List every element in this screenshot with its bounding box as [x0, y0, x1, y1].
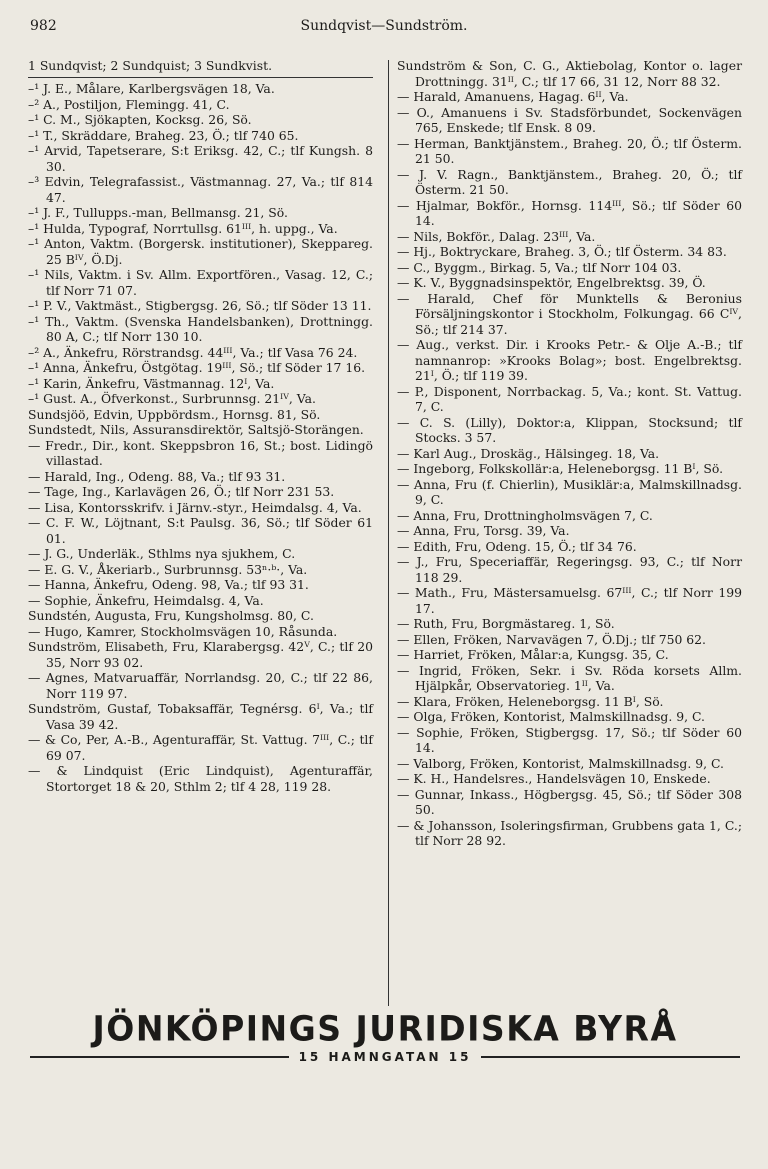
directory-entry: — Hugo, Kamrer, Stockholmsvägen 10, Råsunda.: [28, 623, 338, 639]
directory-entry: –¹ Arvid, Tapetserare, S:t Eriksg. 42, C.; tlf Kungsh. 8 30.: [28, 143, 373, 174]
directory-entry: –³ Edvin, Telegrafassist., Västmannag. 27, Va.; tlf 814 47.: [28, 174, 373, 205]
directory-entry: — Hanna, Änkefru, Odeng. 98, Va.; tlf 93 31.: [28, 577, 309, 592]
directory-entry: — Nils, Bokför., Dalag. 23ᴵᴵᴵ, Va.: [397, 228, 596, 244]
column-divider: [388, 60, 389, 1006]
directory-entry: — Tage, Ing., Karlavägen 26, Ö.; tlf Norr 231 53.: [28, 484, 335, 499]
directory-entry: — K. H., Handelsres., Handelsvägen 10, Enskede.: [397, 771, 711, 786]
directory-entry: — Harriet, Fröken, Målar:a, Kungsg. 35, C.: [397, 647, 669, 662]
directory-entry: — Harald, Amanuens, Hagag. 6ᴵᴵ, Va.: [397, 89, 629, 104]
directory-entry: — Math., Fru, Mästersamuelsg. 67ᴵᴵᴵ, C.; tlf Norr 199 17.: [397, 585, 742, 616]
directory-entry: — Hj., Boktryckare, Braheg. 3, Ö.; tlf Österm. 34 83.: [397, 244, 727, 259]
directory-entry: –¹ Karin, Änkefru, Västmannag. 12ᴵ, Va.: [28, 375, 275, 391]
directory-entry: Sundström, Elisabeth, Fru, Klarabergsg. 42ⱽ, C.; tlf 20 35, Norr 93 02.: [28, 639, 373, 670]
advertisement-address-row: [30, 1050, 740, 1064]
directory-entry: — C. S. (Lilly), Doktor:a, Klippan, Stocksund; tlf Stocks. 3 57.: [397, 414, 742, 445]
directory-entry: –¹ C. M., Sjökapten, Kocksg. 26, Sö.: [28, 112, 252, 127]
directory-entry: –¹ J. F., Tullupps.-man, Bellmansg. 21, Sö.: [28, 205, 288, 220]
directory-entry: — Karl Aug., Droskäg., Hälsingeg. 18, Va.: [397, 445, 660, 461]
right-column: [397, 58, 742, 849]
directory-entry: — Harald, Ing., Odeng. 88, Va.; tlf 93 31.: [28, 468, 286, 484]
directory-entry: — Sophie, Fröken, Stigbergsg. 17, Sö.; tlf Söder 60 14.: [397, 724, 742, 755]
left-column-heading: 1 Sundqvist; 2 Sundquist; 3 Sundkvist.: [28, 58, 373, 78]
directory-entry: –¹ Hulda, Typograf, Norrtullsg. 61ᴵᴵᴵ, h. uppg., Va.: [28, 220, 338, 236]
directory-entry: — Ruth, Fru, Borgmästareg. 1, Sö.: [397, 616, 615, 631]
directory-entry: — Anna, Fru (f. Chierlin), Musiklär:a, Malmskillnadsg. 9, C.: [397, 476, 742, 507]
directory-entry: –¹ J. E., Målare, Karlbergsvägen 18, Va.: [28, 81, 275, 96]
directory-entry: — C. F. W., Löjtnant, S:t Paulsg. 36, Sö.; tlf Söder 61 01.: [28, 515, 373, 546]
advertisement-title: JÖNKÖPINGS JURIDISKA BYRÅ: [92, 1008, 678, 1049]
directory-entry: –¹ Anton, Vaktm. (Borgersk. institutioner), Skeppareg. 25 Bᴵⱽ, Ö.Dj.: [28, 236, 373, 267]
left-column: [28, 58, 373, 794]
directory-entry: — & Johansson, Isoleringsfirman, Grubbens gata 1, C.; tlf Norr 28 92.: [397, 817, 742, 848]
directory-entry: — Olga, Fröken, Kontorist, Malmskillnadsg. 9, C.: [397, 709, 705, 724]
directory-entry: — Agnes, Matvaruaffär, Norrlandsg. 20, C.; tlf 22 86, Norr 119 97.: [28, 670, 373, 701]
page-number: 982: [30, 18, 57, 34]
directory-entry: — & Co, Per, A.-B., Agenturaffär, St. Vattug. 7ᴵᴵᴵ, C.; tlf 69 07.: [28, 732, 373, 763]
directory-entry: — Hjalmar, Bokför., Hornsg. 114ᴵᴵᴵ, Sö.; tlf Söder 60 14.: [397, 197, 742, 228]
advertisement: [30, 1010, 740, 1064]
directory-entry: –² A., Änkefru, Rörstrandsg. 44ᴵᴵᴵ, Va.; tlf Vasa 76 24.: [28, 344, 358, 360]
advertisement-rule-left: [30, 1056, 289, 1058]
directory-entry: — Anna, Fru, Torsg. 39, Va.: [397, 523, 570, 538]
directory-entry: –¹ T., Skräddare, Braheg. 23, Ö.; tlf 740 65.: [28, 127, 299, 143]
page-title: Sundqvist—Sundström.: [300, 18, 468, 34]
directory-entry: Sundström & Son, C. G., Aktiebolag, Kontor o. lager Drottningg. 31ᴵᴵ, C.; tlf 17 66, 31 12, Norr 88 32.: [397, 58, 742, 89]
directory-entry: — J., Fru, Speceriaffär, Regeringsg. 93, C.; tlf Norr 118 29.: [397, 554, 742, 585]
directory-entry: — Valborg, Fröken, Kontorist, Malmskillnadsg. 9, C.: [397, 755, 724, 771]
directory-entry: Sundstén, Augusta, Fru, Kungsholmsg. 80, C.: [28, 608, 314, 623]
directory-entry: — Fredr., Dir., kont. Skeppsbron 16, St.; bost. Lidingö villastad.: [28, 437, 373, 468]
directory-entry: — Herman, Banktjänstem., Braheg. 20, Ö.; tlf Österm. 21 50.: [397, 135, 742, 166]
directory-entry: — Ingeborg, Folkskollär:a, Heleneborgsg. 11 Bᴵ, Sö.: [397, 461, 724, 476]
directory-entry: — J. G., Underläk., Sthlms nya sjukhem, C.: [28, 546, 296, 561]
directory-entry: –¹ Anna, Änkefru, Östgötag. 19ᴵᴵᴵ, Sö.; tlf Söder 17 16.: [28, 360, 366, 375]
directory-entry: — Ellen, Fröken, Narvavägen 7, Ö.Dj.; tlf 750 62.: [397, 631, 706, 647]
directory-entry: — Ingrid, Fröken, Sekr. i Sv. Röda korsets Allm. Hjälpkår, Observatorieg. 1ᴵᴵ, Va.: [397, 662, 742, 693]
directory-entry: — K. V., Byggnadsinspektör, Engelbrektsg. 39, Ö.: [397, 275, 706, 290]
directory-entry: — Anna, Fru, Drottningholmsvägen 7, C.: [397, 507, 653, 523]
directory-entry: — P., Disponent, Norrbackag. 5, Va.; kont. St. Vattug. 7, C.: [397, 383, 742, 414]
directory-entry: — O., Amanuens i Sv. Stadsförbundet, Sockenvägen 765, Enskede; tlf Ensk. 8 09.: [397, 104, 742, 135]
directory-entry: — Sophie, Änkefru, Heimdalsg. 4, Va.: [28, 592, 264, 608]
right-entry-list: [397, 58, 742, 849]
directory-entry: Sundström, Gustaf, Tobaksaffär, Tegnérsg. 6ᴵ, Va.; tlf Vasa 39 42.: [28, 701, 373, 732]
directory-entry: –¹ P. V., Vaktmäst., Stigbergsg. 26, Sö.; tlf Söder 13 11.: [28, 298, 372, 313]
advertisement-address: 15 HAMNGATAN 15: [298, 1050, 472, 1064]
directory-entry: Sundsjöö, Edvin, Uppbördsm., Hornsg. 81, Sö.: [28, 406, 321, 422]
directory-entry: –² A., Postiljon, Flemingg. 41, C.: [28, 96, 230, 112]
directory-entry: — Gunnar, Inkass., Högbergsg. 45, Sö.; tlf Söder 308 50.: [397, 786, 742, 817]
directory-entry: — J. V. Ragn., Banktjänstem., Braheg. 20, Ö.; tlf Österm. 21 50.: [397, 166, 742, 197]
directory-entry: — E. G. V., Åkeriarb., Surbrunnsg. 53ⁿ·ᵇ·, Va.: [28, 561, 308, 577]
directory-entry: — Aug., verkst. Dir. i Krooks Petr.- & Olje A.-B.; tlf namnanrop: »Krooks Bolag»; bost. Engelbrektsg. 21ᴵ, Ö.; tlf 119 39.: [397, 337, 742, 383]
directory-entry: –¹ Gust. A., Öfverkonst., Surbrunnsg. 21ᴵⱽ, Va.: [28, 391, 316, 406]
directory-entry: — & Lindquist (Eric Lindquist), Agenturaffär, Stortorget 18 & 20, Sthlm 2; tlf 4 28, 119 28.: [28, 763, 373, 794]
left-entry-list: [28, 81, 373, 794]
directory-entry: –¹ Nils, Vaktm. i Sv. Allm. Exportfören., Vasag. 12, C.; tlf Norr 71 07.: [28, 267, 373, 298]
directory-entry: — C., Byggm., Birkag. 5, Va.; tlf Norr 104 03.: [397, 259, 682, 275]
directory-entry: — Klara, Fröken, Heleneborgsg. 11 Bᴵ, Sö.: [397, 693, 664, 709]
directory-entry: — Lisa, Kontorsskrifv. i Järnv.-styr., Heimdalsg. 4, Va.: [28, 499, 362, 515]
directory-entry: — Edith, Fru, Odeng. 15, Ö.; tlf 34 76.: [397, 538, 637, 554]
directory-entry: –¹ Th., Vaktm. (Svenska Handelsbanken), Drottningg. 80 A, C.; tlf Norr 130 10.: [28, 313, 373, 344]
directory-entry: — Harald, Chef för Munktells & Beronius Försäljningskontor i Stockholm, Folkungag. 66 Cᴵⱽ, Sö.; tlf 214 37.: [397, 290, 742, 337]
advertisement-rule-right: [481, 1056, 740, 1058]
directory-entry: Sundstedt, Nils, Assuransdirektör, Saltsjö-Storängen.: [28, 422, 364, 437]
